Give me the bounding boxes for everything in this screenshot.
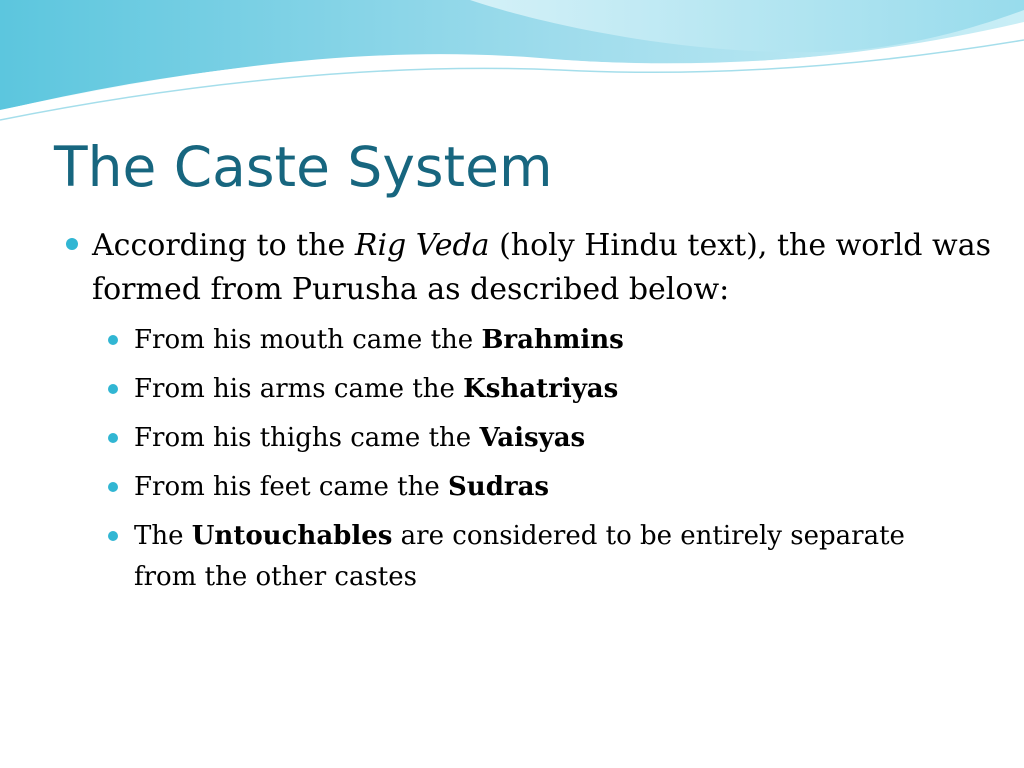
main-bullet-item — [64, 224, 1004, 312]
sub-bullet-text: From his mouth came the — [134, 325, 482, 355]
sub-bullet-item — [64, 320, 914, 361]
sub-bullet-text-after: are considered to be entirely separate from the other castes — [134, 521, 905, 592]
sub-bullet-item — [64, 467, 914, 508]
sub-bullet-item — [64, 516, 914, 598]
bullet-dot-icon — [108, 335, 118, 345]
main-bullet-emphasis: Rig Veda — [354, 228, 490, 263]
main-bullet-text-after: (holy Hindu text), the world was formed from Purusha as described below: — [92, 228, 991, 307]
caste-name: Untouchables — [191, 521, 393, 551]
sub-bullet-text: From his thighs came the — [134, 423, 480, 453]
main-bullet-text-before: According to the — [92, 228, 355, 263]
bullet-dot-icon — [108, 482, 118, 492]
bullet-dot-icon — [108, 384, 118, 394]
bullet-dot-icon — [108, 531, 118, 541]
sub-bullet-text: The — [134, 521, 192, 551]
sub-bullet-item — [64, 369, 914, 410]
caste-name: Sudras — [448, 472, 550, 502]
sub-bullet-text: From his feet came the — [134, 472, 449, 502]
caste-name: Kshatriyas — [463, 374, 619, 404]
sub-bullet-list — [64, 320, 1004, 598]
sub-bullet-item — [64, 418, 914, 459]
bullet-dot-icon — [66, 238, 78, 250]
bullet-dot-icon — [108, 433, 118, 443]
sub-bullet-text: From his arms came the — [134, 374, 464, 404]
caste-name: Brahmins — [481, 325, 624, 355]
slide-body — [64, 224, 1004, 606]
header-wave-decoration — [0, 0, 1024, 130]
slide-title: The Caste System — [54, 135, 553, 199]
caste-name: Vaisyas — [479, 423, 586, 453]
